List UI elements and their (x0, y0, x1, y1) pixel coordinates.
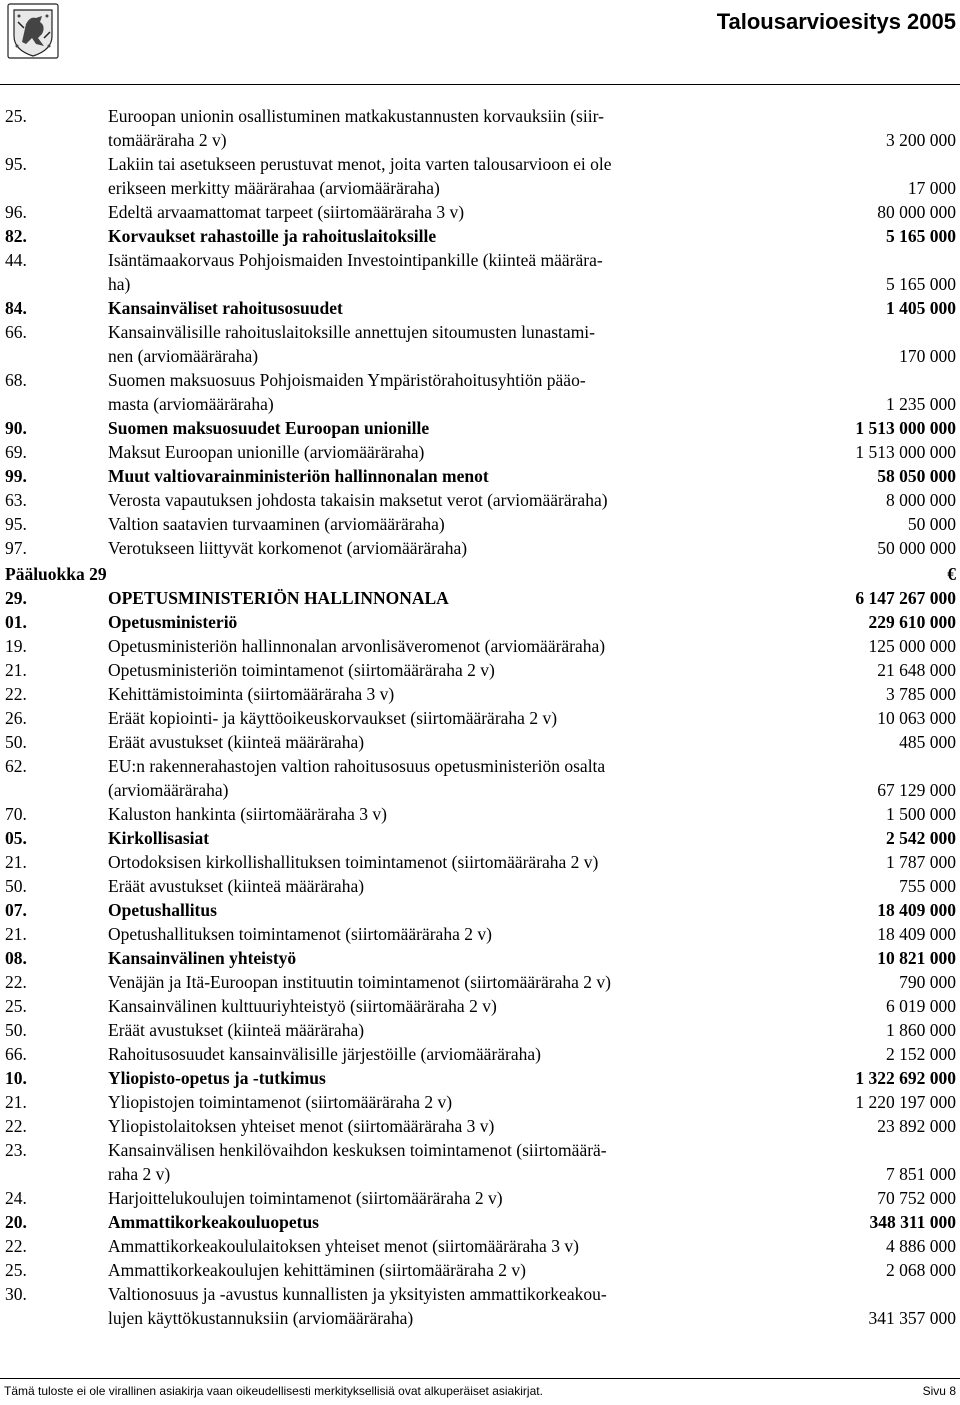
item-description: Euroopan unionin osallistuminen matkakustannusten korvauksiin (siir- tomääräraha 2 v) (108, 106, 604, 150)
item-number: 25. (5, 106, 27, 126)
item-amount: 18 409 000 (877, 900, 956, 920)
budget-item-row (0, 440, 960, 464)
item-amount: 1 500 000 (886, 804, 956, 824)
budget-item-row (0, 970, 960, 994)
item-number: 20. (5, 1212, 27, 1232)
item-amount: 6 019 000 (886, 996, 956, 1016)
item-description: Muut valtiovarainministeriön hallinnonalan menot (108, 466, 489, 486)
item-description: Verosta vapautuksen johdosta takaisin maksetut verot (arviomääräraha) (108, 490, 608, 510)
item-amount: 229 610 000 (868, 612, 956, 632)
budget-item-row (0, 1186, 960, 1210)
budget-heading-row (0, 224, 960, 248)
item-number: 84. (5, 298, 27, 318)
item-number: 96. (5, 202, 27, 222)
item-amount: 80 000 000 (877, 202, 956, 222)
budget-item-row (0, 536, 960, 560)
item-description: Ammattikorkeakoulujen kehittäminen (siirtomääräraha 2 v) (108, 1260, 526, 1280)
budget-heading-row (0, 826, 960, 850)
item-number: 95. (5, 514, 27, 534)
item-description: Suomen maksuosuus Pohjoismaiden Ympäristörahoitusyhtiön pääo- masta (arviomääräraha) (108, 370, 586, 414)
item-description: Edeltä arvaamattomat tarpeet (siirtomääräraha 3 v) (108, 202, 465, 222)
item-number: 22. (5, 972, 27, 992)
coat-of-arms-icon (4, 2, 62, 60)
item-amount: 10 063 000 (877, 708, 956, 728)
budget-heading-row (0, 898, 960, 922)
budget-item-row (0, 200, 960, 224)
item-description: Ammattikorkeakouluopetus (108, 1212, 319, 1232)
item-description: EU:n rakennerahastojen valtion rahoitusosuus opetusministeriön osalta (arviomääräraha) (108, 756, 606, 800)
item-number: 22. (5, 1236, 27, 1256)
item-description: Kansainvälisen henkilövaihdon keskuksen toimintamenot (siirtomäärä- raha 2 v) (108, 1140, 607, 1184)
page-number: Sivu 8 (922, 1384, 956, 1398)
item-number: 99. (5, 466, 27, 486)
item-description: Harjoittelukoulujen toimintamenot (siirtomääräraha 2 v) (108, 1188, 503, 1208)
item-description: Eräät avustukset (kiinteä määräraha) (108, 876, 365, 896)
budget-item-row (0, 1234, 960, 1258)
budget-item-row (0, 104, 960, 152)
item-number: 10. (5, 1068, 27, 1088)
budget-item-row (0, 1258, 960, 1282)
item-number: 23. (5, 1140, 27, 1160)
budget-item-row (0, 754, 960, 802)
item-number: 50. (5, 732, 27, 752)
budget-item-row (0, 1114, 960, 1138)
item-amount: 8 000 000 (886, 490, 956, 510)
budget-table (0, 104, 960, 1330)
item-amount: 1 860 000 (886, 1020, 956, 1040)
item-description: Yliopistojen toimintamenot (siirtomääräraha 2 v) (108, 1092, 453, 1112)
budget-heading-row (0, 296, 960, 320)
currency-symbol: € (947, 564, 956, 584)
item-amount: 1 513 000 000 (855, 418, 956, 438)
budget-item-row (0, 706, 960, 730)
footer-disclaimer: Tämä tuloste ei ole virallinen asiakirja vaan oikeudellisesti merkityksellisiä ovat alkuperäiset asiakirjat. (4, 1384, 543, 1398)
item-description: Suomen maksuosuudet Euroopan unionille (108, 418, 430, 438)
item-amount: 17 000 (907, 178, 956, 198)
item-number: 82. (5, 226, 27, 246)
item-number: 21. (5, 852, 27, 872)
item-amount: 125 000 000 (868, 636, 956, 656)
item-amount: 21 648 000 (877, 660, 956, 680)
budget-item-row (0, 1018, 960, 1042)
item-number: 95. (5, 154, 27, 174)
item-description: Eräät avustukset (kiinteä määräraha) (108, 1020, 365, 1040)
budget-item-row (0, 922, 960, 946)
item-amount: 1 322 692 000 (855, 1068, 956, 1088)
item-amount: 1 405 000 (886, 298, 956, 318)
budget-heading-row (0, 610, 960, 634)
item-description: Opetusministeriön hallinnonalan arvonlisäveromenot (arviomääräraha) (108, 636, 606, 656)
item-number: 62. (5, 756, 27, 776)
item-amount: 755 000 (899, 876, 956, 896)
item-number: 44. (5, 250, 27, 270)
item-amount: 18 409 000 (877, 924, 956, 944)
item-amount: 1 513 000 000 (855, 442, 956, 462)
item-number: 07. (5, 900, 27, 920)
item-number: 70. (5, 804, 27, 824)
item-description: Kansainvälinen yhteistyö (108, 948, 297, 968)
item-amount: 5 165 000 (886, 226, 956, 246)
budget-heading-row (0, 946, 960, 970)
budget-heading-row (0, 416, 960, 440)
item-description: OPETUSMINISTERIÖN HALLINNONALA (108, 588, 449, 608)
budget-rows-part2 (0, 586, 960, 1330)
budget-item-row (0, 658, 960, 682)
budget-item-row (0, 320, 960, 368)
budget-item-row (0, 1042, 960, 1066)
budget-heading-row (0, 1210, 960, 1234)
item-number: 22. (5, 1116, 27, 1136)
budget-item-row (0, 512, 960, 536)
item-amount: 1 235 000 (886, 394, 956, 414)
budget-heading-row (0, 586, 960, 610)
item-number: 30. (5, 1284, 27, 1304)
item-description: Kansainvälisille rahoituslaitoksille annettujen sitoumusten lunastami- nen (arviomääräraha) (108, 322, 595, 366)
item-amount: 1 220 197 000 (855, 1092, 956, 1112)
budget-heading-row (0, 464, 960, 488)
item-amount: 790 000 (899, 972, 956, 992)
item-number: 25. (5, 1260, 27, 1280)
budget-item-row (0, 248, 960, 296)
item-description: Isäntämaakorvaus Pohjoismaiden Investointipankille (kiinteä määrära- ha) (108, 250, 603, 294)
budget-item-row (0, 1282, 960, 1330)
budget-item-row (0, 634, 960, 658)
item-amount: 341 357 000 (868, 1308, 956, 1328)
item-description: Venäjän ja Itä-Euroopan instituutin toimintamenot (siirtomääräraha 2 v) (108, 972, 611, 992)
item-number: 69. (5, 442, 27, 462)
page-header (0, 0, 960, 86)
item-description: Verotukseen liittyvät korkomenot (arviomääräraha) (108, 538, 468, 558)
section-header (0, 562, 960, 586)
item-number: 19. (5, 636, 27, 656)
item-amount: 58 050 000 (877, 466, 956, 486)
item-amount: 4 886 000 (886, 1236, 956, 1256)
item-description: Opetusministeriön toimintamenot (siirtomääräraha 2 v) (108, 660, 495, 680)
budget-item-row (0, 368, 960, 416)
item-amount: 1 787 000 (886, 852, 956, 872)
item-description: Kirkollisasiat (108, 828, 210, 848)
budget-item-row (0, 802, 960, 826)
budget-item-row (0, 1138, 960, 1186)
item-number: 21. (5, 924, 27, 944)
budget-item-row (0, 1090, 960, 1114)
item-amount: 6 147 267 000 (855, 588, 956, 608)
budget-item-row (0, 152, 960, 200)
budget-item-row (0, 730, 960, 754)
item-amount: 50 000 000 (877, 538, 956, 558)
footer-divider (0, 1378, 960, 1379)
item-description: Valtion saatavien turvaaminen (arviomääräraha) (108, 514, 445, 534)
item-amount: 170 000 (899, 346, 956, 366)
item-amount: 3 200 000 (886, 130, 956, 150)
item-amount: 67 129 000 (877, 780, 956, 800)
item-amount: 485 000 (899, 732, 956, 752)
item-number: 63. (5, 490, 27, 510)
item-number: 21. (5, 1092, 27, 1112)
item-description: Opetushallitus (108, 900, 217, 920)
item-description: Opetushallituksen toimintamenot (siirtomääräraha 2 v) (108, 924, 492, 944)
item-amount: 7 851 000 (886, 1164, 956, 1184)
budget-rows-part1 (0, 104, 960, 560)
item-number: 05. (5, 828, 27, 848)
item-amount: 10 821 000 (877, 948, 956, 968)
item-description: Eräät kopiointi- ja käyttöoikeuskorvaukset (siirtomääräraha 2 v) (108, 708, 558, 728)
item-amount: 70 752 000 (877, 1188, 956, 1208)
budget-item-row (0, 874, 960, 898)
item-amount: 2 542 000 (886, 828, 956, 848)
item-number: 68. (5, 370, 27, 390)
item-description: Maksut Euroopan unionille (arviomääräraha) (108, 442, 425, 462)
item-description: Rahoitusosuudet kansainvälisille järjestöille (arviomääräraha) (108, 1044, 541, 1064)
item-number: 08. (5, 948, 27, 968)
item-number: 25. (5, 996, 27, 1016)
item-description: Yliopistolaitoksen yhteiset menot (siirtomääräraha 3 v) (108, 1116, 495, 1136)
item-number: 66. (5, 322, 27, 342)
item-description: Valtionosuus ja -avustus kunnallisten ja yksityisten ammattikorkeakou- lujen käyttökustannuksiin (arviomääräraha) (108, 1284, 607, 1328)
item-number: 21. (5, 660, 27, 680)
item-number: 90. (5, 418, 27, 438)
item-amount: 23 892 000 (877, 1116, 956, 1136)
item-number: 24. (5, 1188, 27, 1208)
item-number: 97. (5, 538, 27, 558)
item-description: Kehittämistoiminta (siirtomääräraha 3 v) (108, 684, 395, 704)
item-amount: 2 068 000 (886, 1260, 956, 1280)
budget-heading-row (0, 1066, 960, 1090)
item-number: 22. (5, 684, 27, 704)
item-description: Opetusministeriö (108, 612, 238, 632)
item-description: Kaluston hankinta (siirtomääräraha 3 v) (108, 804, 387, 824)
item-number: 26. (5, 708, 27, 728)
item-description: Kansainvälinen kulttuuriyhteistyö (siirtomääräraha 2 v) (108, 996, 497, 1016)
budget-item-row (0, 682, 960, 706)
item-description: Ammattikorkeakoululaitoksen yhteiset menot (siirtomääräraha 3 v) (108, 1236, 579, 1256)
item-number: 50. (5, 876, 27, 896)
item-amount: 50 000 (907, 514, 956, 534)
item-description: Yliopisto-opetus ja -tutkimus (108, 1068, 326, 1088)
item-description: Kansainväliset rahoitusosuudet (108, 298, 343, 318)
item-number: 50. (5, 1020, 27, 1040)
budget-item-row (0, 994, 960, 1018)
item-amount: 348 311 000 (869, 1212, 956, 1232)
item-description: Eräät avustukset (kiinteä määräraha) (108, 732, 365, 752)
item-description: Ortodoksisen kirkollishallituksen toimintamenot (siirtomääräraha 2 v) (108, 852, 599, 872)
item-number: 29. (5, 588, 27, 608)
budget-item-row (0, 488, 960, 512)
document-title: Talousarvioesitys 2005 (716, 9, 956, 34)
item-amount: 2 152 000 (886, 1044, 956, 1064)
header-divider (0, 84, 960, 85)
item-number: 01. (5, 612, 27, 632)
budget-item-row (0, 850, 960, 874)
item-number: 66. (5, 1044, 27, 1064)
section-label: Pääluokka 29 (5, 564, 107, 584)
item-amount: 3 785 000 (886, 684, 956, 704)
item-description: Lakiin tai asetukseen perustuvat menot, joita varten talousarvioon ei ole erikseen merkitty määrärahaa (arviomääräraha) (108, 154, 612, 198)
item-description: Korvaukset rahastoille ja rahoituslaitoksille (108, 226, 437, 246)
item-amount: 5 165 000 (886, 274, 956, 294)
